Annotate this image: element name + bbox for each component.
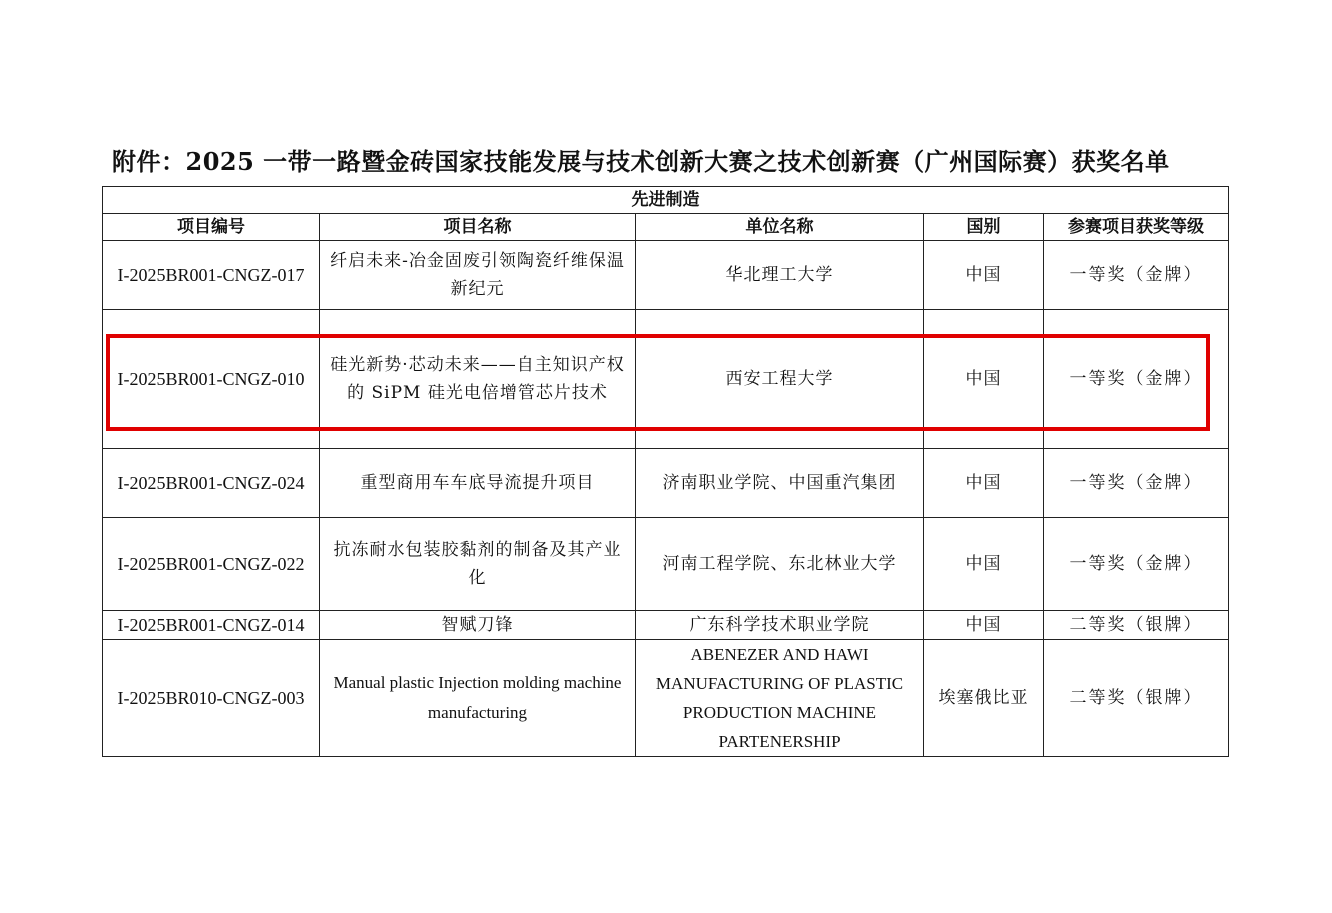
document-title: 附件：2025 一带一路暨金砖国家技能发展与技术创新大赛之技术创新赛（广州国际赛）获奖名单 [112, 147, 1170, 176]
row-code: I-2025BR010-CNGZ-003 [103, 640, 320, 757]
table-row [103, 611, 1229, 640]
row-project: 纤启未来-冶金固废引领陶瓷纤维保温新纪元 [320, 241, 636, 310]
row-country: 中国 [924, 241, 1044, 310]
row-unit: 西安工程大学 [636, 310, 924, 449]
header-unit: 单位名称 [636, 214, 924, 241]
row-code: I-2025BR001-CNGZ-022 [103, 518, 320, 611]
header-award: 参赛项目获奖等级 [1044, 214, 1229, 241]
row-country: 埃塞俄比亚 [924, 640, 1044, 757]
award-table [102, 186, 1229, 757]
row-code: I-2025BR001-CNGZ-024 [103, 449, 320, 518]
row-code: I-2025BR001-CNGZ-010 [103, 310, 320, 449]
category-label: 先进制造 [103, 187, 1229, 214]
header-project: 项目名称 [320, 214, 636, 241]
row-code: I-2025BR001-CNGZ-014 [103, 611, 320, 640]
row-award: 一等奖（金牌） [1044, 449, 1229, 518]
header-row [103, 214, 1229, 241]
row-unit: 济南职业学院、中国重汽集团 [636, 449, 924, 518]
row-country: 中国 [924, 449, 1044, 518]
row-code: I-2025BR001-CNGZ-017 [103, 241, 320, 310]
table-row [103, 449, 1229, 518]
row-project: 重型商用车车底导流提升项目 [320, 449, 636, 518]
row-unit: ABENEZER AND HAWI MANUFACTURING OF PLASTIC PRODUCTION MACHINE PARTENERSHIP [636, 640, 924, 757]
row-unit: 华北理工大学 [636, 241, 924, 310]
row-country: 中国 [924, 310, 1044, 449]
header-code: 项目编号 [103, 214, 320, 241]
row-project: 抗冻耐水包装胶黏剂的制备及其产业化 [320, 518, 636, 611]
row-country: 中国 [924, 611, 1044, 640]
table-row [103, 640, 1229, 757]
row-award: 一等奖（金牌） [1044, 310, 1229, 449]
category-row [103, 187, 1229, 214]
row-unit: 广东科学技术职业学院 [636, 611, 924, 640]
row-project: Manual plastic Injection molding machine manufacturing [320, 640, 636, 757]
row-project: 智赋刀锋 [320, 611, 636, 640]
table-row [103, 241, 1229, 310]
row-project: 硅光新势·芯动未来——自主知识产权的 SiPM 硅光电倍增管芯片技术 [320, 310, 636, 449]
row-award: 二等奖（银牌） [1044, 611, 1229, 640]
table-row-highlighted [103, 310, 1229, 449]
row-award: 一等奖（金牌） [1044, 241, 1229, 310]
row-unit: 河南工程学院、东北林业大学 [636, 518, 924, 611]
row-country: 中国 [924, 518, 1044, 611]
table-row [103, 518, 1229, 611]
row-award: 二等奖（银牌） [1044, 640, 1229, 757]
row-award: 一等奖（金牌） [1044, 518, 1229, 611]
header-country: 国别 [924, 214, 1044, 241]
